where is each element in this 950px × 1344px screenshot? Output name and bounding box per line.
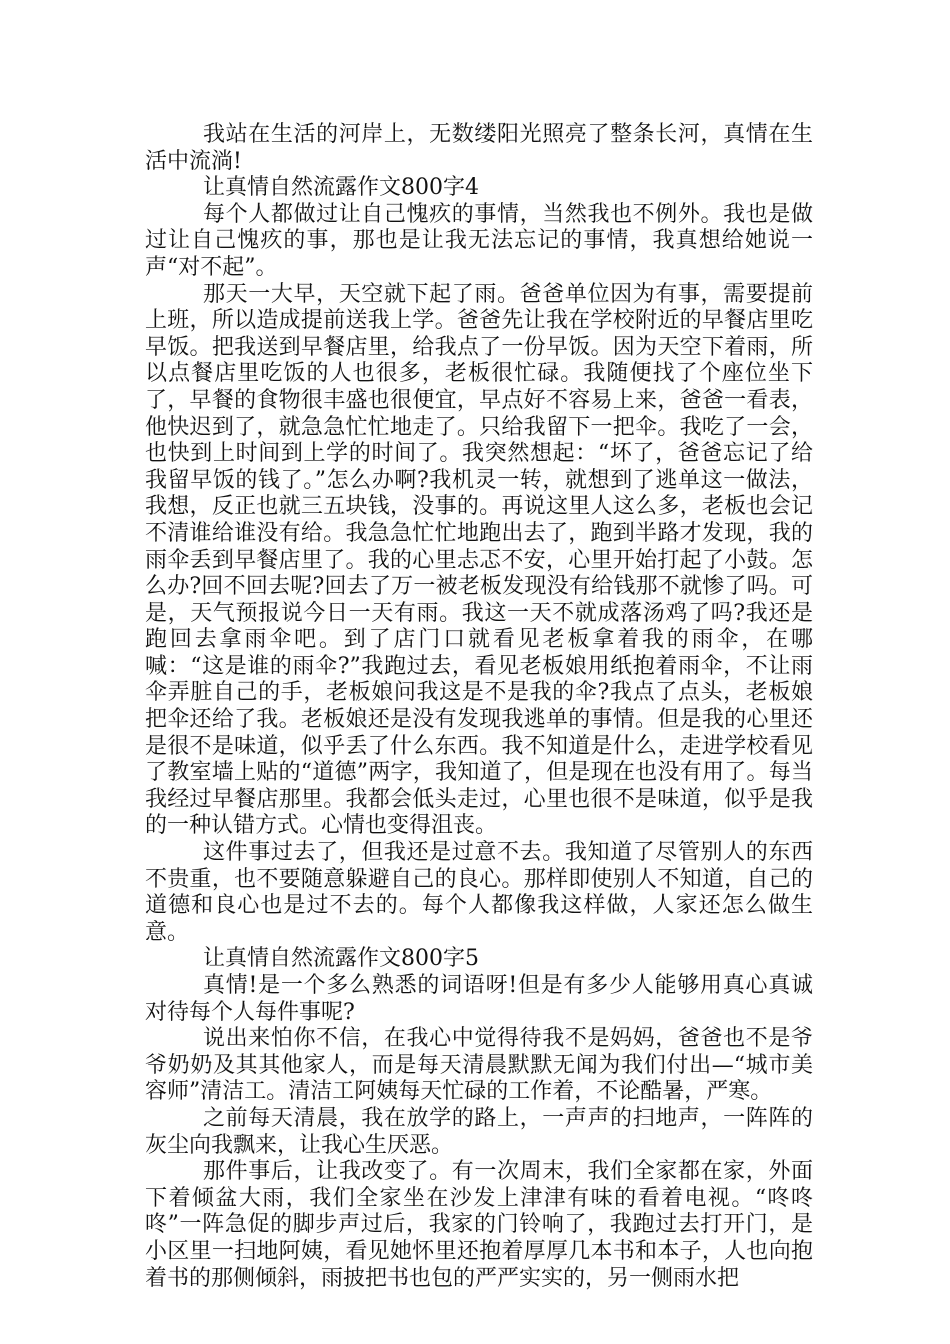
- paragraph-breakfast-story: 那天一大早，天空就下起了雨。爸爸单位因为有事，需要提前上班，所以造成提前送我上学。爸爸先让我在学校附近的早餐店里吃早饭。把我送到早餐店里，给我点了一份早饭。因为天空下着雨，所以点餐店里吃饭的人也很多，老板很忙碌。我随便找了个座位坐下了，早餐的食物很丰盛也很便宜，早点好不容易上来，爸爸一看表，他快迟到了，就急急忙忙地走了。只给我留下一把伞。我吃了一会，也快到上时间到上学的时间了。我突然想起：“坏了，爸爸忘记了给我留早饭的钱了。”怎么办啊?我机灵一转，就想到了逃单这一做法，我想，反正也就三五块钱，没事的。再说这里人这么多，老板也会记不清谁给谁没有给。我急急忙忙地跑出去了，跑到半路才发现，我的雨伞丢到早餐店里了。我的心里忐忑不安，心里开始打起了小鼓。怎么办?回不回去呢?回去了万一被老板发现没有给钱那不就惨了吗。可是，天气预报说今日一天有雨。我这一天不就成落汤鸡了吗?我还是跑回去拿雨伞吧。到了店门口就看见老板拿着我的雨伞，在哪喊：“这是谁的雨伞?”我跑过去，看见老板娘用纸抱着雨伞，不让雨伞弄脏自己的手，老板娘问我这是不是我的伞?我点了点头，老板娘把伞还给了我。老板娘还是没有发现我逃单的事情。但是我的心里还是很不是味道，似乎丢了什么东西。我不知道是什么，走进学校看见了教室墙上贴的“道德”两字，我知道了，但是现在也没有用了。每当我经过早餐店那里。我都会低头走过，心里也很不是味道，似乎是我的一种认错方式。心情也变得沮丧。: [145, 281, 813, 839]
- essay-title-4: 让真情自然流露作文800字4: [203, 175, 479, 201]
- paragraph-sincerity: 真情!是一个多么熟悉的词语呀!但是有多少人能够用真心真诚对待每个人每件事呢?: [145, 973, 813, 1025]
- paragraph-dust: 之前每天清晨，我在放学的路上，一声声的扫地声，一阵阵的灰尘向我飘来，让我心生厌恶。: [145, 1105, 813, 1158]
- essay-title-5: 让真情自然流露作文800字5: [203, 946, 479, 972]
- paragraph-sunlight-river: 我站在生活的河岸上，无数缕阳光照亮了整条长河，真情在生活中流淌!: [145, 122, 813, 174]
- document-body: [145, 122, 813, 1292]
- paragraph-cleaner: 说出来怕你不信，在我心中觉得待我不是妈妈，爸爸也不是爷爷奶奶及其其他家人，而是每天清晨默默无闻为我们付出—“城市美容师”清洁工。清洁工阿姨每天忙碌的工作着，不论酷暑，严寒。: [145, 1026, 813, 1105]
- paragraph-rainy-weekend: 那件事后，让我改变了。有一次周末，我们全家都在家，外面下着倾盆大雨，我们全家坐在沙发上津津有味的看着电视。“咚咚咚”一阵急促的脚步声过后，我家的门铃响了，我跑过去打开门，是小区里一扫地阿姨，看见她怀里还抱着厚厚几本书和本子，人也向抱着书的那侧倾斜，雨披把书也包的严严实实的，另一侧雨水把: [145, 1159, 813, 1291]
- paragraph-conscience: 这件事过去了，但我还是过意不去。我知道了尽管别人的东西不贵重，也不要随意躲避自己的良心。那样即使别人不知道，自己的道德和良心也是过不去的。每个人都像我这样做，人家还怎么做生意。: [145, 840, 813, 945]
- paragraph-guilt: 每个人都做过让自己愧疚的事情，当然我也不例外。我也是做过让自己愧疚的事，那也是让我无法忘记的事情，我真想给她说一声“对不起”。: [145, 201, 813, 280]
